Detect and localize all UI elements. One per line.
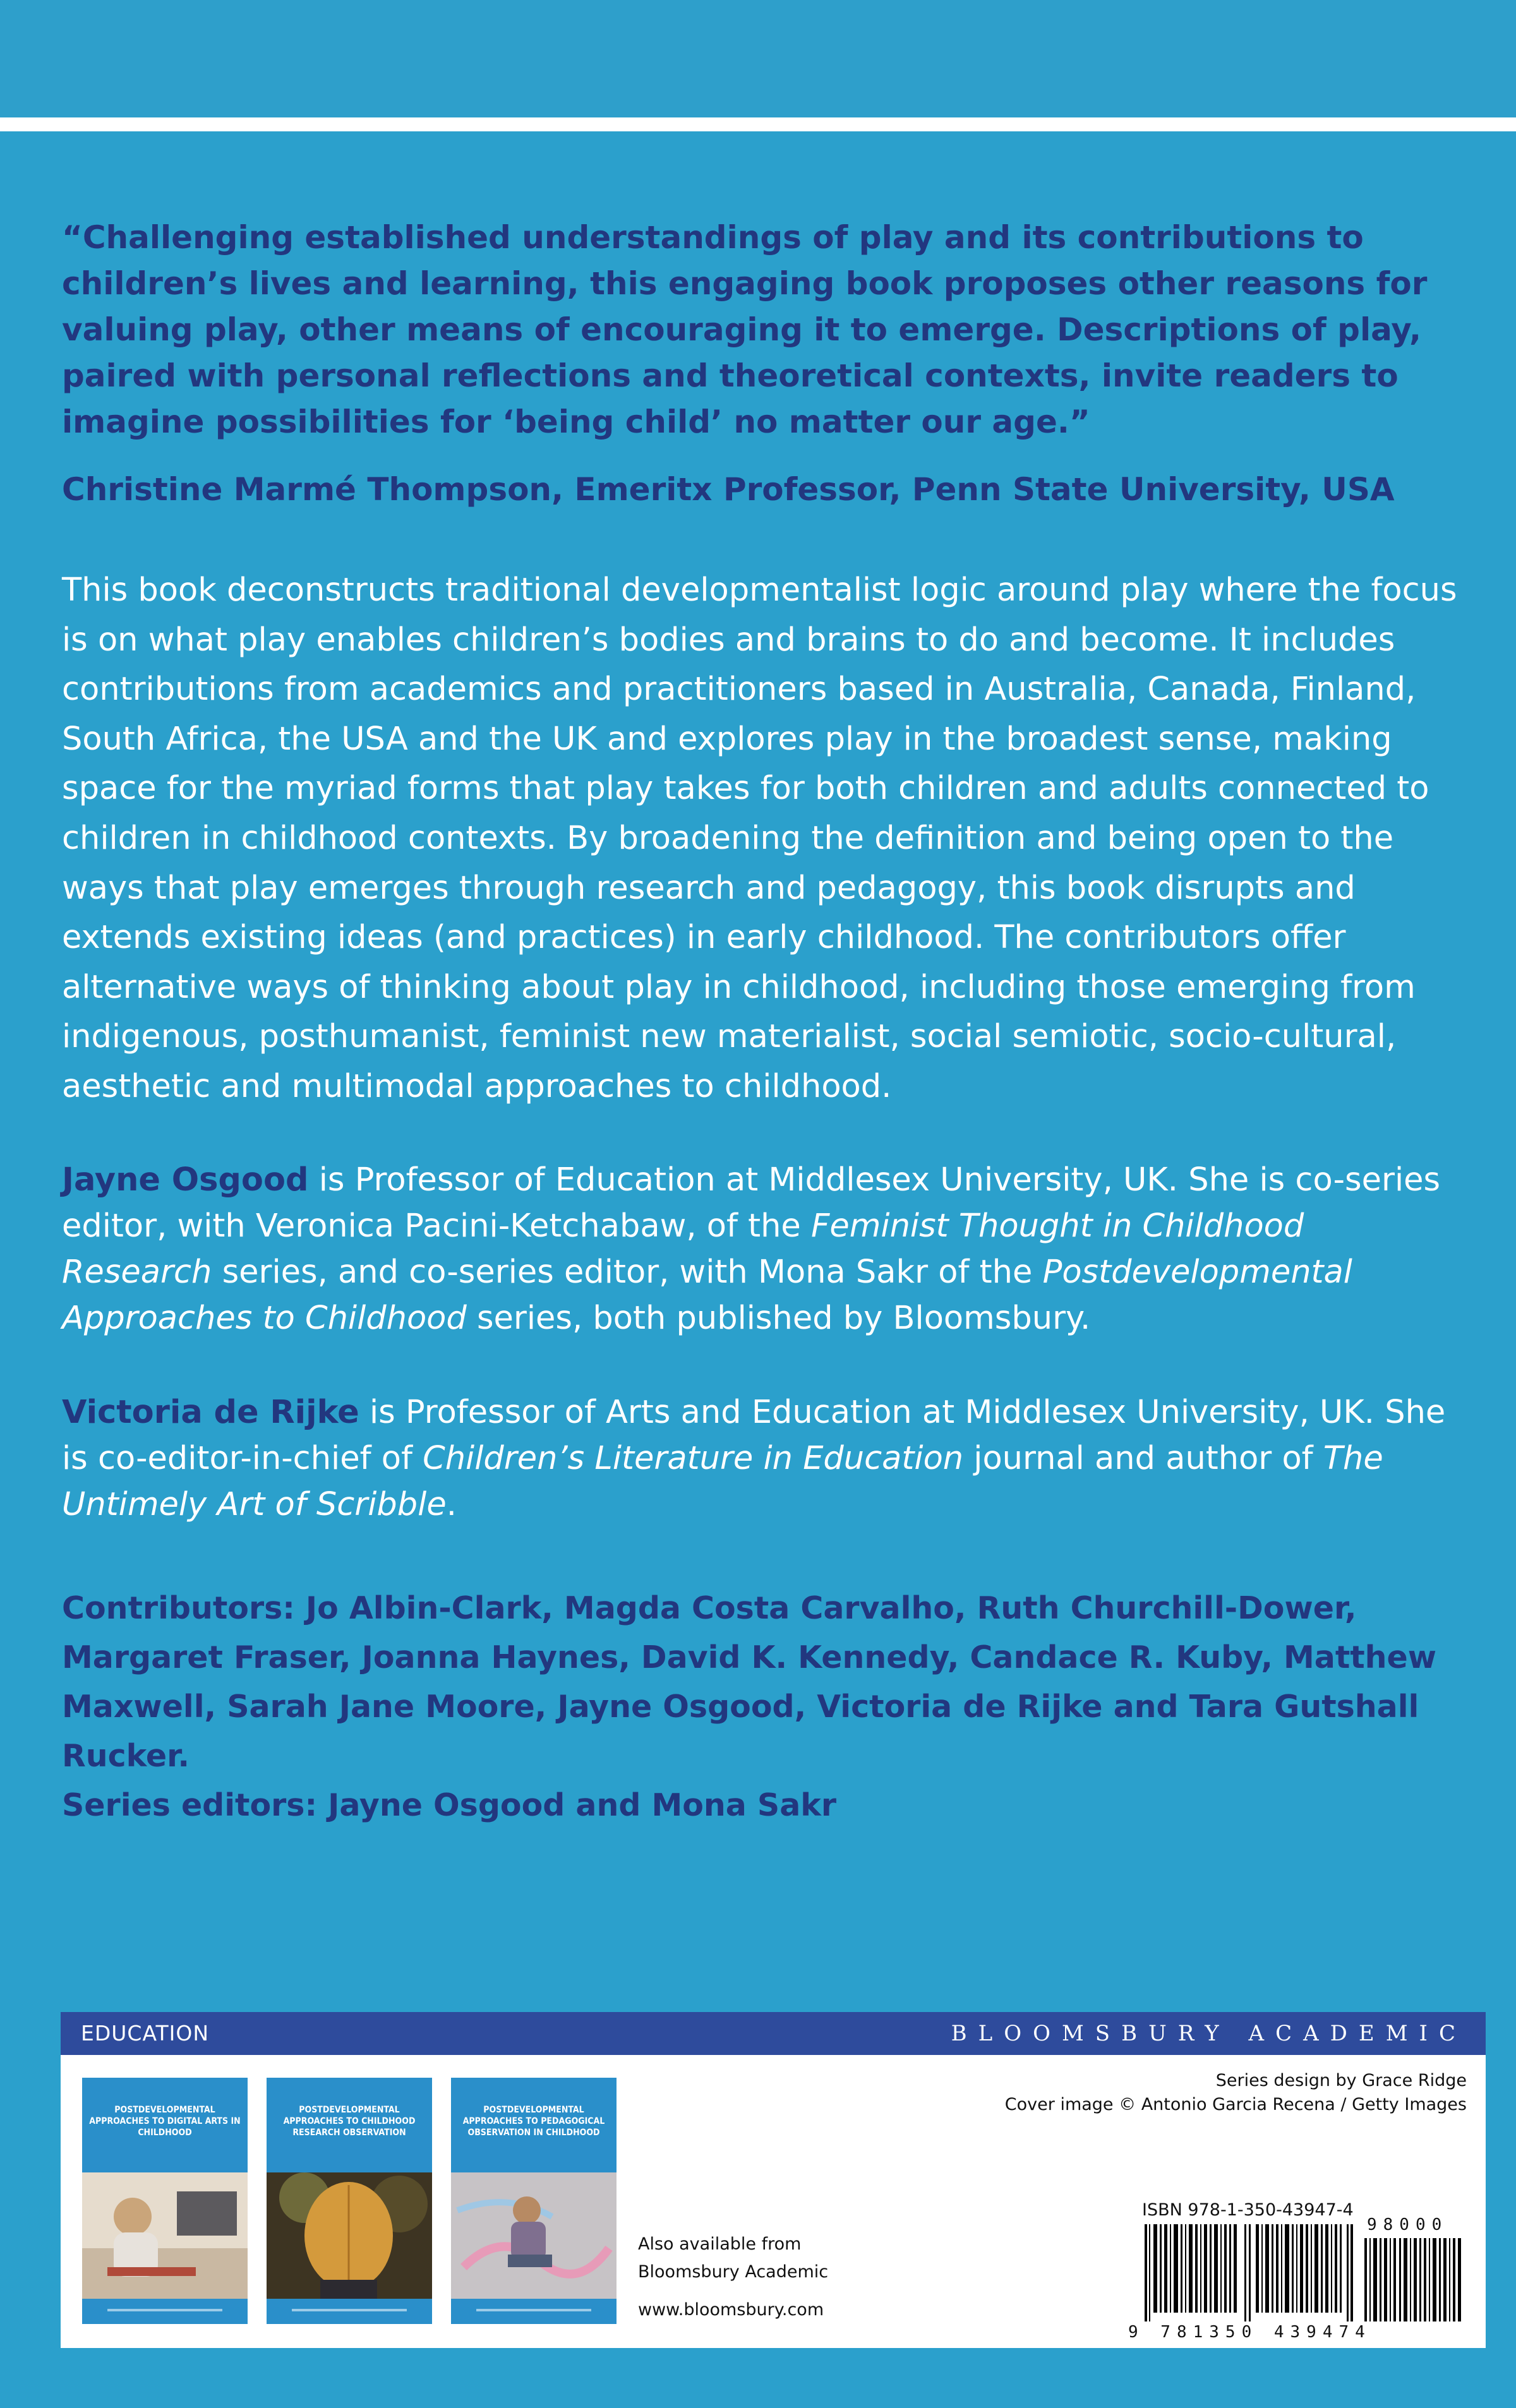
bio-text: series, both published by Bloomsbury. bbox=[466, 1300, 1091, 1337]
author-bio-osgood bbox=[62, 1157, 1458, 1341]
back-cover-footer-panel bbox=[61, 2055, 1486, 2348]
thumbnail-title: POSTDEVELOPMENTAL APPROACHES TO DIGITAL ARTS IN CHILDHOOD bbox=[89, 2105, 241, 2138]
series-editors: Series editors: Jayne Osgood and Mona Sakr bbox=[62, 1787, 837, 1823]
thumbnail-photo bbox=[451, 2172, 617, 2299]
series-title: Feminist Thought in Childhood Research bbox=[62, 1207, 1304, 1291]
thumbnail-title: POSTDEVELOPMENTAL APPROACHES TO CHILDHOOD RESEARCH OBSERVATION bbox=[283, 2105, 416, 2138]
author-name: Jayne Osgood bbox=[62, 1161, 309, 1199]
thumbnail-photo bbox=[267, 2172, 432, 2299]
isbn-barcode bbox=[1145, 2224, 1353, 2321]
also-available-line: Also available from bbox=[638, 2234, 802, 2254]
series-book-thumbnail bbox=[267, 2078, 432, 2324]
author-name: Victoria de Rijke bbox=[62, 1394, 359, 1431]
quote-attribution: Christine Marmé Thompson, Emeritx Professor, Penn State University, USA bbox=[62, 471, 1395, 508]
price-barcode bbox=[1364, 2238, 1462, 2321]
author-bio-de-rijke bbox=[62, 1389, 1458, 1528]
thumbnail-photo bbox=[82, 2172, 248, 2299]
barcode-digits: 9 781350 439474 bbox=[1128, 2323, 1371, 2342]
series-design-credit: Series design by Grace Ridge bbox=[1215, 2071, 1467, 2090]
series-title: Postdevelopmental Approaches to Childhood bbox=[62, 1254, 1352, 1337]
isbn-number: ISBN 978-1-350-43947-4 bbox=[1142, 2200, 1354, 2220]
subject-publisher-bar bbox=[61, 2012, 1486, 2055]
top-white-rule bbox=[0, 117, 1516, 131]
series-book-thumbnail bbox=[451, 2078, 617, 2324]
contributors-list: Contributors: Jo Albin-Clark, Magda Costa Carvalho, Ruth Churchill-Dower, Margaret Fraser, Joanna Haynes, David K. Kennedy, Candace R. Kuby, Matthew Maxwell, Sarah Jane Moore, Jayne Osgood, Victoria de Rijke and Tara Gutshall Rucker. bbox=[62, 1590, 1437, 1774]
top-color-band bbox=[0, 0, 1516, 117]
subject-label: EDUCATION bbox=[81, 2021, 210, 2046]
bio-text: is Professor of Arts and Education at Middlesex University, UK. She is co-editor-in-chief of bbox=[62, 1394, 1446, 1477]
price-code-digits: 98000 bbox=[1367, 2215, 1448, 2234]
endorsement-quote: “Challenging established understandings of play and its contributions to children’s lives and learning, this engaging book proposes other reasons for valuing play, other means of encouraging it to emerge. Descriptions of play, paired with personal reflections and theoretical contexts, invite readers to imagine possibilities for ‘being child’ no matter our age.” bbox=[62, 219, 1428, 440]
bio-text: is Professor of Education at Middlesex University, UK. She is co-series editor, with Veronica Pacini-Ketchabaw, of the bbox=[62, 1161, 1441, 1245]
bio-text: . bbox=[446, 1486, 457, 1523]
thumbnail-footer bbox=[82, 2299, 248, 2324]
also-available-line: Bloomsbury Academic bbox=[638, 2262, 829, 2282]
cover-credits bbox=[1005, 2069, 1467, 2117]
book-description: This book deconstructs traditional developmentalist logic around play where the focus is on what play enables children’s bodies and brains to do and become. It includes contributions from academics and practitioners based in Australia, Canada, Finland, South Africa, the USA and the UK and explores play in the broadest sense, making space for the myriad forms that play takes for both children and adults connected to children in childhood contexts. By broadening the definition and being open to the ways that play emerges through research and pedagogy, this book disrupts and extends existing ideas (and practices) in early childhood. The contributors offer alternative ways of thinking about play in childhood, including those emerging from indigenous, posthumanist, feminist new materialist, social semiotic, socio-cultural, aesthetic and multimodal approaches to childhood. bbox=[62, 572, 1457, 1105]
cover-image-credit: Cover image © Antonio Garcia Recena / Getty Images bbox=[1004, 2095, 1467, 2114]
journal-title: Children’s Literature in Education bbox=[423, 1440, 964, 1477]
thumbnail-title: POSTDEVELOPMENTAL APPROACHES TO PEDAGOGICAL OBSERVATION IN CHILDHOOD bbox=[462, 2105, 605, 2138]
publisher-website: www.bloomsbury.com bbox=[638, 2300, 824, 2320]
series-book-thumbnail bbox=[82, 2078, 248, 2324]
also-available-note bbox=[638, 2231, 828, 2324]
bio-text: journal and author of bbox=[963, 1440, 1323, 1477]
bio-text: series, and co-series editor, with Mona Sakr of the bbox=[212, 1254, 1043, 1291]
thumbnail-footer bbox=[451, 2299, 617, 2324]
book-title: The Untimely Art of Scribble bbox=[62, 1440, 1383, 1523]
publisher-logo: BLOOMSBURY ACADEMIC bbox=[951, 2021, 1467, 2046]
thumbnail-footer bbox=[267, 2299, 432, 2324]
